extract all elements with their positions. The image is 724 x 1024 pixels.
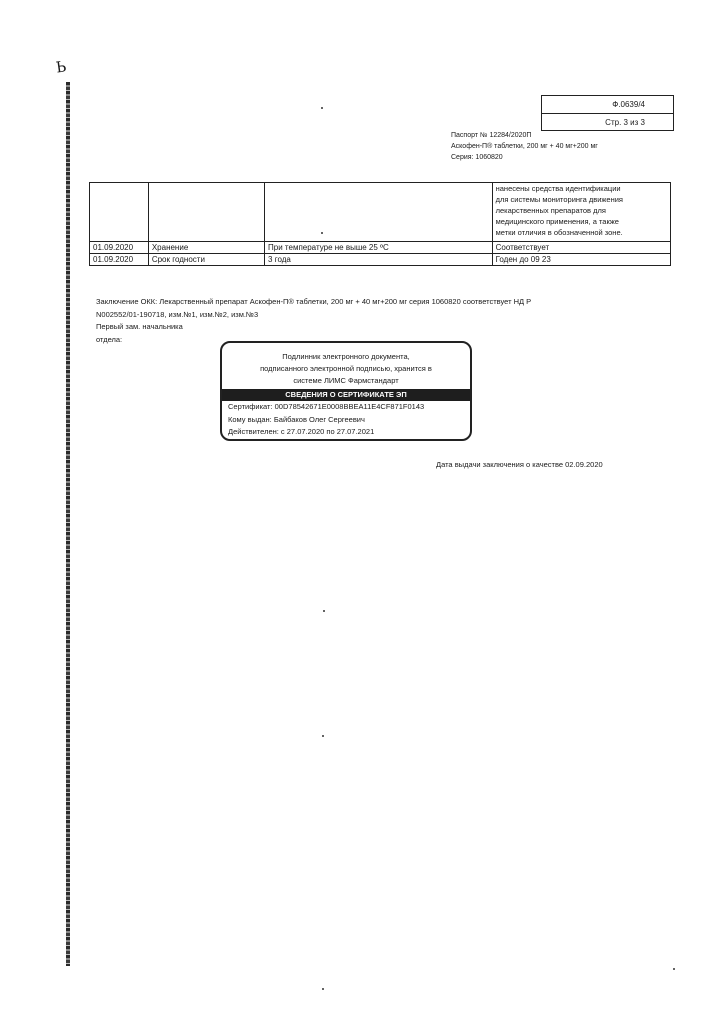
passport-product: Аскофен-П® таблетки, 200 мг + 40 мг+200 мг — [451, 143, 598, 150]
quality-table — [89, 182, 671, 266]
certificate-owner: Кому выдан: Байбаков Олег Сергеевич — [228, 414, 365, 424]
electronic-signature-stamp: Подлинник электронного документа, подписанного электронной подписью, хранится в системе ЛИМС Фармстандарт СВЕДЕНИЯ О СЕРТИФИКАТЕ ЭП Сертификат: 00D78542671E0008BBEA11E4CF871F0143 Кому выдан: Байбаков Олег Сергеевич Действителен: с 27.07.2020 по 27.07.2021 — [220, 341, 472, 441]
scan-edge-artifact — [66, 82, 70, 966]
passport-header — [451, 130, 598, 163]
row-requirement: При температуре не выше 25 ºС — [265, 242, 493, 254]
certificate-number: Сертификат: 00D78542671E0008BBEA11E4CF871F0143 — [228, 402, 425, 411]
table-row — [90, 183, 671, 242]
row-name: Хранение — [148, 242, 264, 254]
qc-conclusion: Заключение ОКК: Лекарственный препарат Аскофен-П® таблетки, 200 мг + 40 мг+200 мг серия 1060820 соответствует НД Р N002552/01-190718, изм.№1, изм.№2, изм.№3 Первый зам. начальника отдела: — [96, 296, 566, 346]
passport-number: Паспорт № 12284/2020П — [451, 132, 532, 139]
row-result: Соответствует — [492, 242, 670, 254]
row-result: Годен до 09 23 — [492, 254, 670, 266]
handwritten-mark: Ь — [54, 57, 68, 77]
scan-speck — [323, 610, 325, 612]
signatory-title: Первый зам. начальника — [96, 322, 183, 331]
scan-speck — [321, 232, 323, 234]
row-name: Срок годности — [148, 254, 264, 266]
scan-speck — [321, 107, 323, 109]
form-code-box — [541, 95, 674, 131]
issue-date: Дата выдачи заключения о качестве 02.09.2020 — [436, 460, 603, 469]
row-date: 01.09.2020 — [90, 242, 149, 254]
row-date: 01.09.2020 — [90, 254, 149, 266]
passport-series: Серия: 1060820 — [451, 154, 503, 161]
scan-speck — [322, 988, 324, 990]
certificate-validity: Действителен: с 27.07.2020 по 27.07.2021 — [228, 427, 375, 436]
row-requirement: 3 года — [265, 254, 493, 266]
page-number: Стр. 3 из 3 — [542, 113, 673, 130]
table-row — [90, 242, 671, 254]
certificate-info-band: СВЕДЕНИЯ О СЕРТИФИКАТЕ ЭП — [222, 389, 470, 401]
table-row — [90, 254, 671, 266]
form-code: Ф.0639/4 — [612, 100, 645, 109]
scan-speck — [322, 735, 324, 737]
top-row-result: нанесены средства идентификации для системы мониторинга движения лекарственных препаратов для медицинского применения, а также метки отличия в обозначенной зоне. — [495, 184, 623, 237]
scan-speck — [673, 968, 675, 970]
